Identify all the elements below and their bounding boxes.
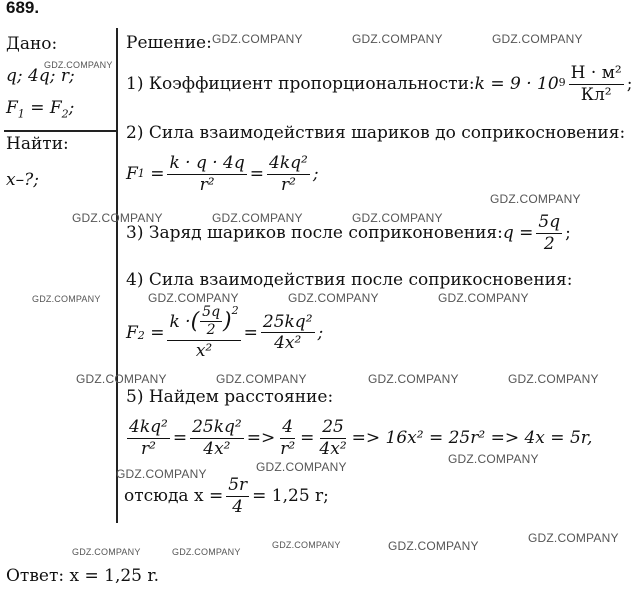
step-2-fraction-1: $\frac{k \cdot q \cdot 4q}{\text{r²}}$ bbox=[169, 153, 245, 195]
step-4-fraction-2: $\frac{\text{25kq²}}{\text{4x²}}$ bbox=[262, 311, 313, 354]
step-1: 1) Коэффициент пропорциональности: k = 9 · 10 9 $\frac{\text{Н · м²}}{\text{Кл²}}$ ; bbox=[126, 63, 633, 105]
given-divider-vertical bbox=[116, 28, 118, 523]
step-5-fraction-b: $\frac{\text{25kq²}}{\text{4x²}}$ bbox=[192, 417, 242, 459]
watermark: GDZ.COMPANY bbox=[528, 531, 619, 545]
step-5-fraction-c: $\frac{4}{\text{r²}}$ bbox=[280, 417, 296, 459]
watermark: GDZ.COMPANY bbox=[438, 291, 529, 305]
find-value: x–?; bbox=[6, 170, 39, 190]
watermark: GDZ.COMPANY bbox=[72, 547, 141, 557]
step-4-fraction-1: k · ( $\frac{5q}{2}$ ) $^2$ x² bbox=[169, 304, 239, 361]
step-2-heading: 2) Сила взаимодействия шариков до соприкосновения: bbox=[126, 123, 626, 143]
watermark: GDZ.COMPANY bbox=[32, 294, 101, 304]
watermark: GDZ.COMPANY bbox=[148, 291, 239, 305]
step-4-inner-fraction: $\frac{5q}{2}$ bbox=[202, 304, 221, 339]
step-6-fraction: $\frac{5r}{4}$ bbox=[228, 475, 248, 517]
given-line-2: $F_1 = F_2$; bbox=[6, 98, 75, 121]
step-2-fraction-2: $\frac{\text{4kq²}}{\text{r²}}$ bbox=[269, 153, 308, 195]
step-5-fraction-a: $\frac{\text{4kq²}}{\text{r²}}$ bbox=[129, 417, 168, 459]
watermark: GDZ.COMPANY bbox=[256, 460, 347, 474]
watermark: GDZ.COMPANY bbox=[388, 539, 479, 553]
step-2-formula: F 1 = $\frac{k \cdot q \cdot 4q}{\text{r²}}$ = $\frac{\text{4kq²}}{\text{r²}}$ ; bbox=[126, 153, 319, 195]
answer: Ответ: x = 1,25 r. bbox=[6, 566, 160, 586]
problem-number: 689. bbox=[6, 0, 40, 17]
watermark: GDZ.COMPANY bbox=[490, 192, 581, 206]
watermark: GDZ.COMPANY bbox=[212, 32, 303, 46]
given-divider-horizontal bbox=[4, 130, 117, 132]
watermark: GDZ.COMPANY bbox=[44, 60, 113, 70]
watermark: GDZ.COMPANY bbox=[272, 540, 341, 550]
step-4-heading: 4) Сила взаимодействия после соприкосновения: bbox=[126, 270, 573, 290]
given-line-1: q; 4q; r; bbox=[6, 66, 75, 86]
watermark: GDZ.COMPANY bbox=[448, 452, 539, 466]
watermark: GDZ.COMPANY bbox=[116, 467, 207, 481]
watermark: GDZ.COMPANY bbox=[368, 372, 459, 386]
watermark: GDZ.COMPANY bbox=[288, 291, 379, 305]
watermark: GDZ.COMPANY bbox=[492, 32, 583, 46]
solution-label: Решение: bbox=[126, 33, 212, 53]
watermark: GDZ.COMPANY bbox=[212, 211, 303, 225]
step-6: отсюда x = $\frac{5r}{4}$ = 1,25 r; bbox=[124, 475, 329, 517]
watermark: GDZ.COMPANY bbox=[216, 372, 307, 386]
watermark: GDZ.COMPANY bbox=[76, 372, 167, 386]
step-3: 3) Заряд шариков после соприконовения: q = $\frac{5q}{2}$ ; bbox=[126, 212, 571, 254]
find-label: Найти: bbox=[6, 134, 69, 154]
step-5-formula: $\frac{\text{4kq²}}{\text{r²}}$ = $\frac{\text{25kq²}}{\text{4x²}}$ => $\frac{4}{\text{r²}}$ = $\frac{25}{\text{4x²}}$ => 16x² = 25r² => 4x = 5r, bbox=[129, 417, 593, 459]
step-5-heading: 5) Найдем расстояние: bbox=[126, 387, 334, 407]
watermark: GDZ.COMPANY bbox=[352, 211, 443, 225]
step-1-unit-fraction: $\frac{\text{Н · м²}}{\text{Кл²}}$ bbox=[570, 63, 622, 105]
step-4-formula: F 2 = k · ( $\frac{5q}{2}$ ) $^2$ x² = $\frac{\text{25kq²}}{\text{4x²}}$ ; bbox=[126, 304, 324, 361]
watermark: GDZ.COMPANY bbox=[352, 32, 443, 46]
given-label: Дано: bbox=[6, 34, 58, 54]
watermark: GDZ.COMPANY bbox=[72, 211, 163, 225]
watermark: GDZ.COMPANY bbox=[508, 372, 599, 386]
watermark: GDZ.COMPANY bbox=[172, 547, 241, 557]
step-5-fraction-d: $\frac{25}{\text{4x²}}$ bbox=[319, 417, 347, 459]
step-3-fraction: $\frac{5q}{2}$ bbox=[538, 212, 561, 254]
